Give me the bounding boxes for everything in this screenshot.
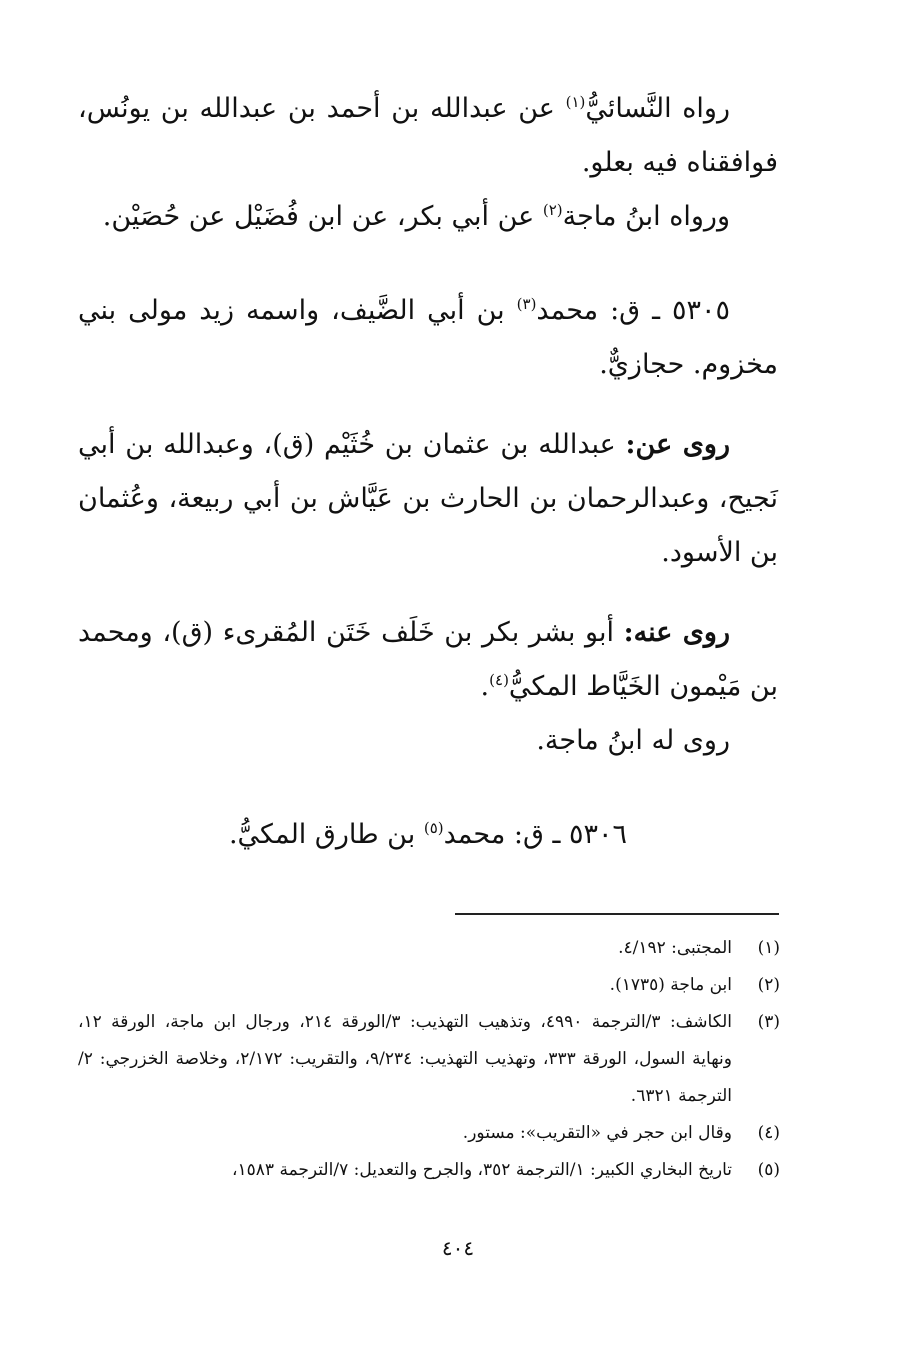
text-segment: أبو بشر بكر بن خَلَف خَتَن المُقرىء (ق)، ومحمد بن مَيْمون الخَيَّاط المكيُّ — [78, 617, 778, 702]
text-segment: ٥٣٠٦ ـ ق: محمد — [443, 819, 628, 850]
footnote-number: (٣) — [757, 1012, 780, 1032]
footnote-ref-5[interactable]: (٥) — [423, 819, 444, 837]
spacer — [78, 768, 778, 808]
footnote-ref-1[interactable]: (١) — [565, 93, 586, 111]
paragraph-rawa-lahu: روى له ابنُ ماجة. — [536, 725, 730, 756]
footnote-ref-4[interactable]: (٤) — [489, 671, 509, 689]
page-number: ٤٠٤ — [441, 1236, 475, 1260]
footnote-5 — [78, 1152, 780, 1189]
paragraph-nasai — [78, 82, 778, 190]
entry-5306-heading — [78, 808, 778, 862]
rawa-anhu-label: روى عنه: — [623, 617, 730, 648]
footnote-3 — [78, 1004, 780, 1115]
text-segment: بن أبي الضَّيف، واسمه زيد مولى بني مخزوم. حجازيٌّ. — [78, 295, 778, 380]
text-segment: عن عبدالله بن أحمد بن عبدالله بن يونُس، فوافقناه فيه بعلو. — [78, 93, 778, 178]
footnote-text: وقال ابن حجر في «التقريب»: مستور. — [462, 1123, 732, 1143]
footnote-ref-2[interactable]: (٢) — [542, 201, 563, 219]
entry-5305-heading — [78, 284, 778, 392]
footnote-text: المجتبى: ٤/١٩٢. — [618, 938, 732, 958]
paragraph-ibn-majah — [78, 190, 778, 244]
text-segment: ٥٣٠٥ ـ ق: محمد — [536, 295, 730, 326]
footnotes — [78, 930, 780, 1189]
spacer — [78, 392, 778, 418]
footnote-separator — [455, 913, 779, 915]
paragraph-rawa-anhu — [78, 606, 778, 714]
footnote-number: (١) — [757, 938, 780, 958]
text-segment: ورواه ابنُ ماجة — [562, 201, 730, 232]
text-segment: عبدالله بن عثمان بن خُثَيْم (ق)، وعبدالله بن أبي نَجيح، وعبدالرحمان بن الحارث بن عَيَّاش بن أبي ربيعة، وعُثمان بن الأسود. — [78, 429, 778, 568]
footnote-text: تاريخ البخاري الكبير: ١/الترجمة ٣٥٢، والجرح والتعديل: ٧/الترجمة ١٥٨٣، — [232, 1160, 732, 1180]
footnote-number: (٥) — [757, 1160, 780, 1180]
footnote-1 — [78, 930, 780, 967]
text-segment: . — [480, 671, 490, 702]
footnote-number: (٤) — [757, 1123, 780, 1143]
rawa-an-label: روى عن: — [625, 429, 730, 460]
footnote-text: ابن ماجة (١٧٣٥). — [609, 975, 732, 995]
text-segment: عن أبي بكر، عن ابن فُضَيْل عن حُصَيْن. — [102, 201, 543, 232]
spacer — [78, 244, 778, 284]
main-text — [78, 82, 778, 862]
text-segment: رواه النَّسائيُّ — [585, 93, 730, 124]
footnote-text: الكاشف: ٣/الترجمة ٤٩٩٠، وتذهيب التهذيب: ٣/الورقة ٢١٤، ورجال ابن ماجة، الورقة ١٢، ونهاية السول، الورقة ٣٣٣، وتهذيب التهذيب: ٩/٢٣٤، والتقريب: ٢/١٧٢، وخلاصة الخزرجي: ٢/الترجمة ٦٣٢١. — [78, 1012, 732, 1106]
footnote-2 — [78, 967, 780, 1004]
footnote-ref-3[interactable]: (٣) — [516, 295, 537, 313]
paragraph-rawa-an — [78, 418, 778, 580]
text-segment: بن طارق المكيُّ. — [228, 819, 424, 850]
footnote-4 — [78, 1115, 780, 1152]
footnote-number: (٢) — [757, 975, 780, 995]
spacer — [78, 580, 778, 606]
